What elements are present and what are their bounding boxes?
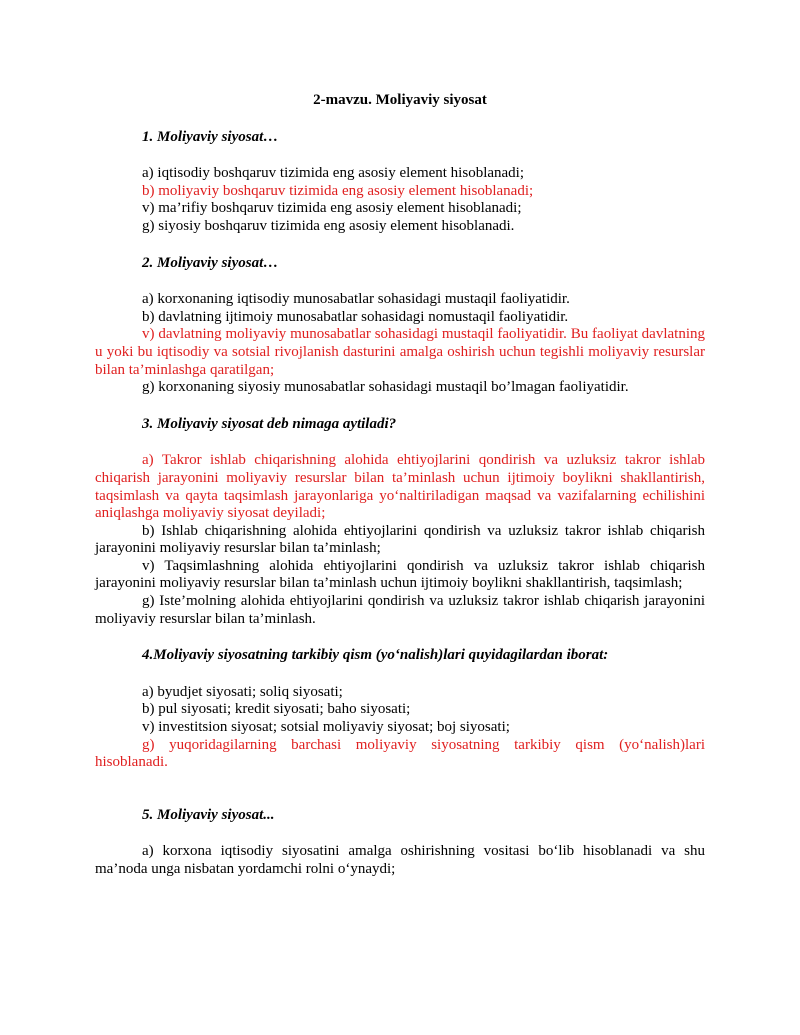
answer-option: b) davlatning ijtimoiy munosabatlar sohasidagi nomustaqil faoliyatidir.	[142, 308, 569, 325]
question-2: 2. Moliyaviy siyosat…	[142, 254, 279, 271]
answer-option: a) iqtisodiy boshqaruv tizimida eng asosiy element hisoblanadi;	[142, 165, 525, 182]
question-4-options	[95, 684, 705, 772]
answer-option-correct: b) moliyaviy boshqaruv tizimida eng asosiy element hisoblanadi;	[142, 182, 534, 199]
answer-option: b) Ishlab chiqarishning alohida ehtiyojlarini qondirish va uzluksiz takror ishlab chiqarish jarayonini moliyaviy resurslar bilan ta’minlash;	[95, 522, 705, 557]
page-title: 2-mavzu. Moliyaviy siyosat	[313, 92, 487, 108]
answer-option: g) siyosiy boshqaruv tizimida eng asosiy element hisoblanadi.	[142, 217, 515, 234]
answer-option: g) korxonaning siyosiy munosabatlar sohasidagi mustaqil bo’lmagan faoliyatidir.	[142, 379, 629, 396]
question-5: 5. Moliyaviy siyosat...	[142, 806, 275, 823]
spacer	[95, 791, 705, 807]
answer-option: v) Taqsimlashning alohida ehtiyojlarini qondirish va uzluksiz takror ishlab chiqarish jarayonini moliyaviy resurslar bilan ta’minlash uchun ijtimoiy boylikni shakllantirish, taqsimlash;	[95, 557, 705, 592]
question-3-options	[95, 452, 705, 628]
question-4: 4.Moliyaviy siyosatning tarkibiy qism (yo‘nalish)lari quyidagilardan iborat:	[142, 647, 609, 664]
answer-option-correct: g) yuqoridagilarning barchasi moliyaviy siyosatning tarkibiy qism (yo‘nalish)lari hisoblanadi.	[95, 736, 705, 771]
answer-option: v) investitsion siyosat; sotsial moliyaviy siyosat; boj siyosati;	[142, 719, 510, 736]
question-3: 3. Moliyaviy siyosat deb nimaga aytiladi?	[142, 415, 397, 432]
answer-option: a) korxonaning iqtisodiy munosabatlar sohasidagi mustaqil faoliyatidir.	[142, 291, 570, 308]
question-2-options	[95, 291, 705, 397]
answer-option: a) korxona iqtisodiy siyosatini amalga oshirishning vositasi bo‘lib hisoblanadi va shu ma’noda unga nisbatan yordamchi rolni o‘ynaydi;	[95, 843, 705, 877]
answer-option-correct: a) Takror ishlab chiqarishning alohida ehtiyojlarini qondirish va uzluksiz takror ishlab chiqarish jarayonini moliyaviy resurslar bilan ta’minlash uchun ijtimoiy boylikni shakllantirish, taqsimlash va qayta taqsimlash jarayonlariga yo‘naltiriladigan maqsad va vazifalarning echilishini aniqlashga moliyaviy siyosat deyiladi;	[95, 452, 705, 522]
question-5-options	[95, 843, 705, 878]
question-1: 1. Moliyaviy siyosat…	[142, 128, 279, 145]
answer-option: b) pul siyosati; kredit siyosati; baho siyosati;	[142, 701, 411, 718]
answer-option-correct: v) davlatning moliyaviy munosabatlar sohasidagi mustaqil faoliyatidir. Bu faoliyat davlatning u yoki bu iqtisodiy va sotsial rivojlanish dasturini amalga oshirish uchun tegishli moliyaviy resurslar bilan ta’minlashga qaratilgan;	[95, 326, 705, 378]
answer-option: g) Iste’molning alohida ehtiyojlarini qondirish va uzluksiz takror ishlab chiqarish jarayonini moliyaviy resurslar bilan ta’minlash.	[95, 593, 705, 627]
answer-option: a) byudjet siyosati; soliq siyosati;	[142, 683, 343, 700]
question-1-options	[95, 165, 705, 235]
answer-option: v) ma’rifiy boshqaruv tizimida eng asosiy element hisoblanadi;	[142, 200, 522, 217]
